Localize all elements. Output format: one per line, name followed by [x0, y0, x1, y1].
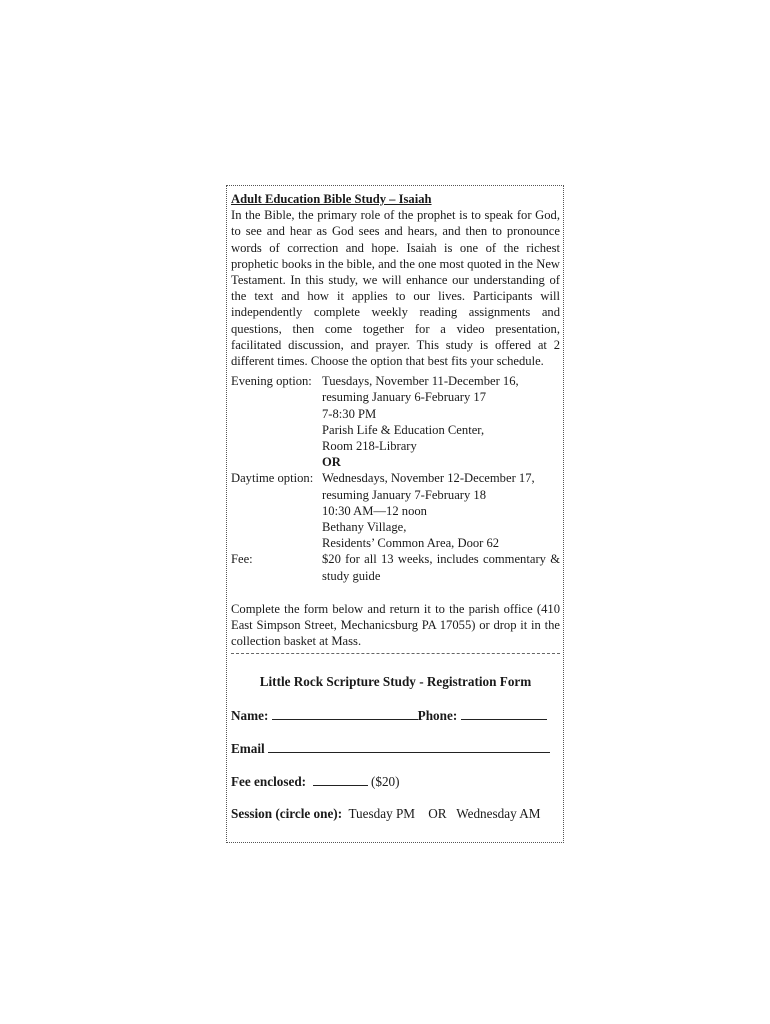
session-label: Session (circle one): [231, 806, 343, 822]
bible-study-flyer [226, 185, 564, 843]
evening-option-row [231, 373, 560, 470]
daytime-location: Bethany Village, [322, 520, 407, 535]
fee-amount: ($20) [370, 774, 400, 790]
daytime-dates: Wednesdays, November 12-December 17, [322, 471, 535, 486]
registration-form-title: Little Rock Scripture Study - Registration Form [259, 674, 532, 690]
fee-value: $20 for all 13 weeks, includes commentary & study guide [322, 552, 560, 583]
evening-option-label: Evening option: [231, 374, 312, 389]
daytime-option-row [231, 470, 560, 551]
daytime-time: 10:30 AM—12 noon [322, 503, 427, 518]
email-row [231, 740, 560, 757]
session-option-tuesday[interactable]: Tuesday PM [348, 806, 416, 822]
daytime-resume-dates: resuming January 7-February 18 [322, 487, 487, 502]
name-phone-row [231, 707, 560, 724]
study-title: Adult Education Bible Study – Isaiah [231, 192, 432, 206]
evening-resume-dates: resuming January 6-February 17 [322, 390, 487, 405]
fee-enclosed-row [231, 773, 560, 790]
study-description: In the Bible, the primary role of the prophet is to speak for God, to see and hear as God sees and hears, and then to pronounce words of correction and hope. Isaiah is one of the richest prophetic books in the bible, and the one most quoted in the New Testament. In this study, we will enhance our understanding of the text and how it applies to our lives. Participants will independently complete weekly reading assignments and questions, then come together for a video presentation, facilitated discussion, and prayer. This study is offered at 2 different times. Choose the option that best fits your schedule. [231, 208, 560, 369]
email-label: Email [231, 740, 265, 756]
name-field[interactable] [272, 707, 418, 720]
phone-label: Phone: [417, 707, 458, 723]
session-option-wednesday[interactable]: Wednesday AM [456, 806, 541, 822]
session-or: OR [428, 806, 447, 822]
fee-label: Fee: [231, 552, 253, 567]
schedule-section [231, 373, 560, 584]
email-field[interactable] [268, 740, 550, 753]
fee-row [231, 551, 560, 583]
evening-room: Room 218-Library [322, 439, 417, 454]
evening-location: Parish Life & Education Center, [322, 422, 485, 437]
cut-line [231, 653, 560, 654]
fee-enclosed-field[interactable] [313, 773, 368, 786]
name-label: Name: [231, 707, 269, 723]
daytime-room: Residents’ Common Area, Door 62 [322, 536, 500, 551]
evening-option-details [322, 373, 560, 470]
return-instructions: Complete the form below and return it to the parish office (410 East Simpson Street, Mechanicsburg PA 17055) or drop it in the collection basket at Mass. [231, 601, 560, 649]
fee-enclosed-label: Fee enclosed: [231, 774, 307, 790]
phone-field[interactable] [461, 707, 547, 720]
session-row [231, 806, 560, 822]
or-separator: OR [322, 455, 341, 470]
evening-time: 7-8:30 PM [322, 406, 377, 421]
daytime-option-details [322, 470, 560, 551]
evening-dates: Tuesdays, November 11-December 16, [322, 374, 519, 389]
daytime-option-label: Daytime option: [231, 471, 314, 486]
